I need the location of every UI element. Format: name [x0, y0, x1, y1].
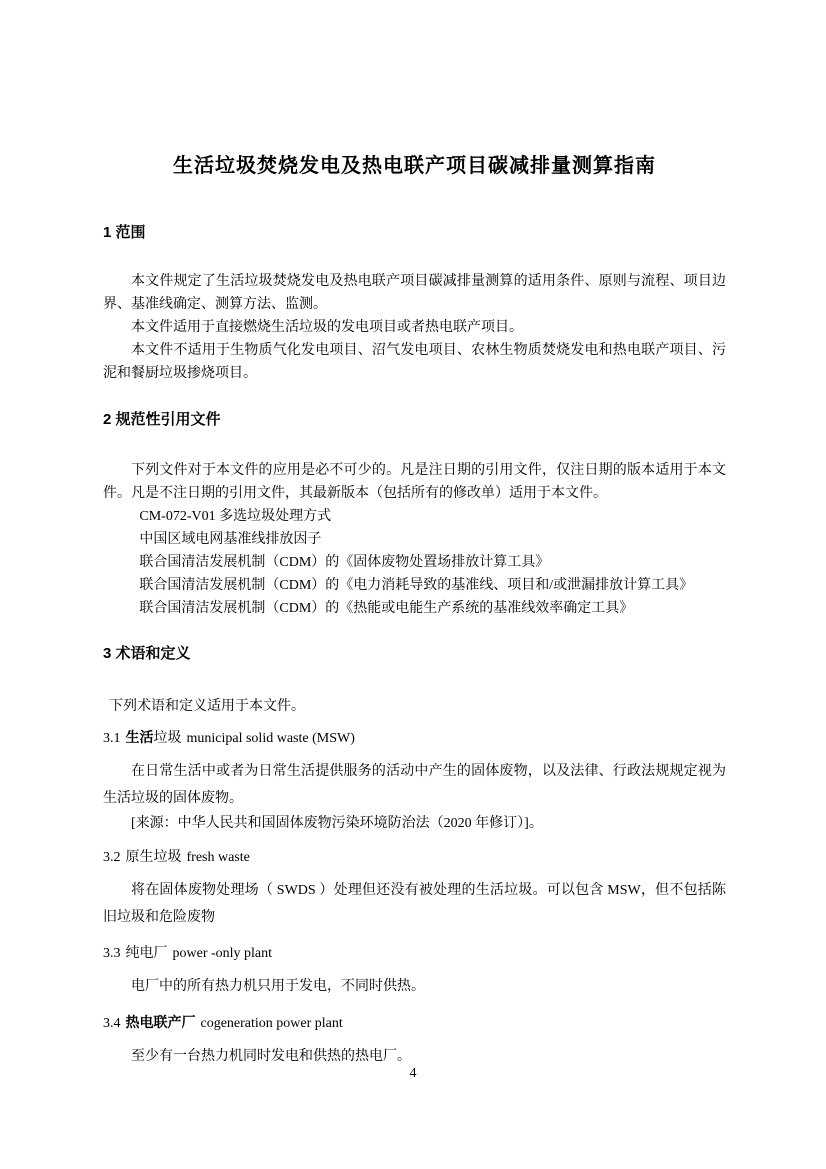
term-en: cogeneration power plant: [200, 1016, 343, 1031]
section-1-paragraph: 本文件不适用于生物质气化发电项目、沼气发电项目、农林生物质焚烧发电和热电联产项目、污泥和餐厨垃圾掺烧项目。: [103, 343, 726, 381]
section-2-heading: 2 规范性引用文件: [103, 411, 221, 428]
term-definition-block: [103, 846, 726, 931]
term-en: fresh waste: [186, 850, 250, 865]
term-en: municipal solid waste (MSW): [186, 731, 355, 746]
term-zh-bold: 热电联产厂: [125, 1014, 196, 1030]
term-number: 3.3: [103, 946, 121, 961]
section-1-paragraph: 本文件适用于直接燃烧生活垃圾的发电项目或者热电联产项目。: [131, 320, 523, 335]
term-definition: 将在固体废物处理场（ SWDS ）处理但还没有被处理的生活垃圾。可以包含 MSW，但不包括陈旧垃圾和危险废物: [103, 883, 726, 925]
term-definition: 至少有一台热力机同时发电和供热的热电厂。: [131, 1049, 411, 1064]
section-3-intro: 下列术语和定义适用于本文件。: [109, 699, 305, 714]
term-definition-block: [103, 942, 726, 1000]
term-definition-block: [103, 726, 726, 835]
term-zh-bold: 生活: [125, 729, 154, 745]
term-number: 3.1: [103, 731, 121, 746]
term-zh: 原生垃圾: [125, 850, 182, 865]
document-title: 生活垃圾焚烧发电及热电联产项目碳减排量测算指南: [173, 155, 656, 177]
term-en: power -only plant: [172, 946, 273, 961]
section-1-paragraph: 本文件规定了生活垃圾焚烧发电及热电联产项目碳减排量测算的适用条件、原则与流程、项目边界、基准线确定、测算方法、监测。: [103, 274, 726, 312]
term-heading: [103, 942, 726, 965]
section-2-intro: 下列文件对于本文件的应用是必不可少的。凡是注日期的引用文件，仅注日期的版本适用于本文件。凡是不注日期的引用文件，其最新版本（包括所有的修改单）适用于本文件。: [103, 463, 726, 501]
term-heading: [103, 726, 726, 750]
reference-item: 联合国清洁发展机制（CDM）的《电力消耗导致的基准线、项目和/或泄漏排放计算工具》: [139, 578, 694, 593]
term-number: 3.4: [103, 1016, 121, 1031]
term-source: [来源：中华人民共和国固体废物污染环境防治法（2020 年修订）]。: [131, 816, 543, 831]
term-definition-block: [103, 1011, 726, 1070]
term-number: 3.2: [103, 850, 121, 865]
reference-item: 联合国清洁发展机制（CDM）的《固体废物处置场排放计算工具》: [139, 555, 550, 570]
reference-item: 联合国清洁发展机制（CDM）的《热能或电能生产系统的基准线效率确定工具》: [139, 601, 634, 616]
term-heading: [103, 1011, 726, 1035]
term-zh: 垃圾: [153, 731, 182, 746]
section-3-heading: 3 术语和定义: [103, 645, 191, 662]
section-1-heading: 1 范围: [103, 224, 146, 241]
reference-item: CM-072-V01 多选垃圾处理方式: [139, 509, 332, 524]
term-zh: 纯电厂: [125, 946, 168, 961]
reference-item: 中国区域电网基准线排放因子: [139, 532, 322, 547]
term-definition: 在日常生活中或者为日常生活提供服务的活动中产生的固体废物，以及法律、行政法规规定视为生活垃圾的固体废物。: [103, 764, 726, 806]
page-number: 4: [409, 1066, 417, 1081]
term-heading: [103, 846, 726, 869]
term-definition: 电厂中的所有热力机只用于发电，不同时供热。: [131, 979, 425, 994]
